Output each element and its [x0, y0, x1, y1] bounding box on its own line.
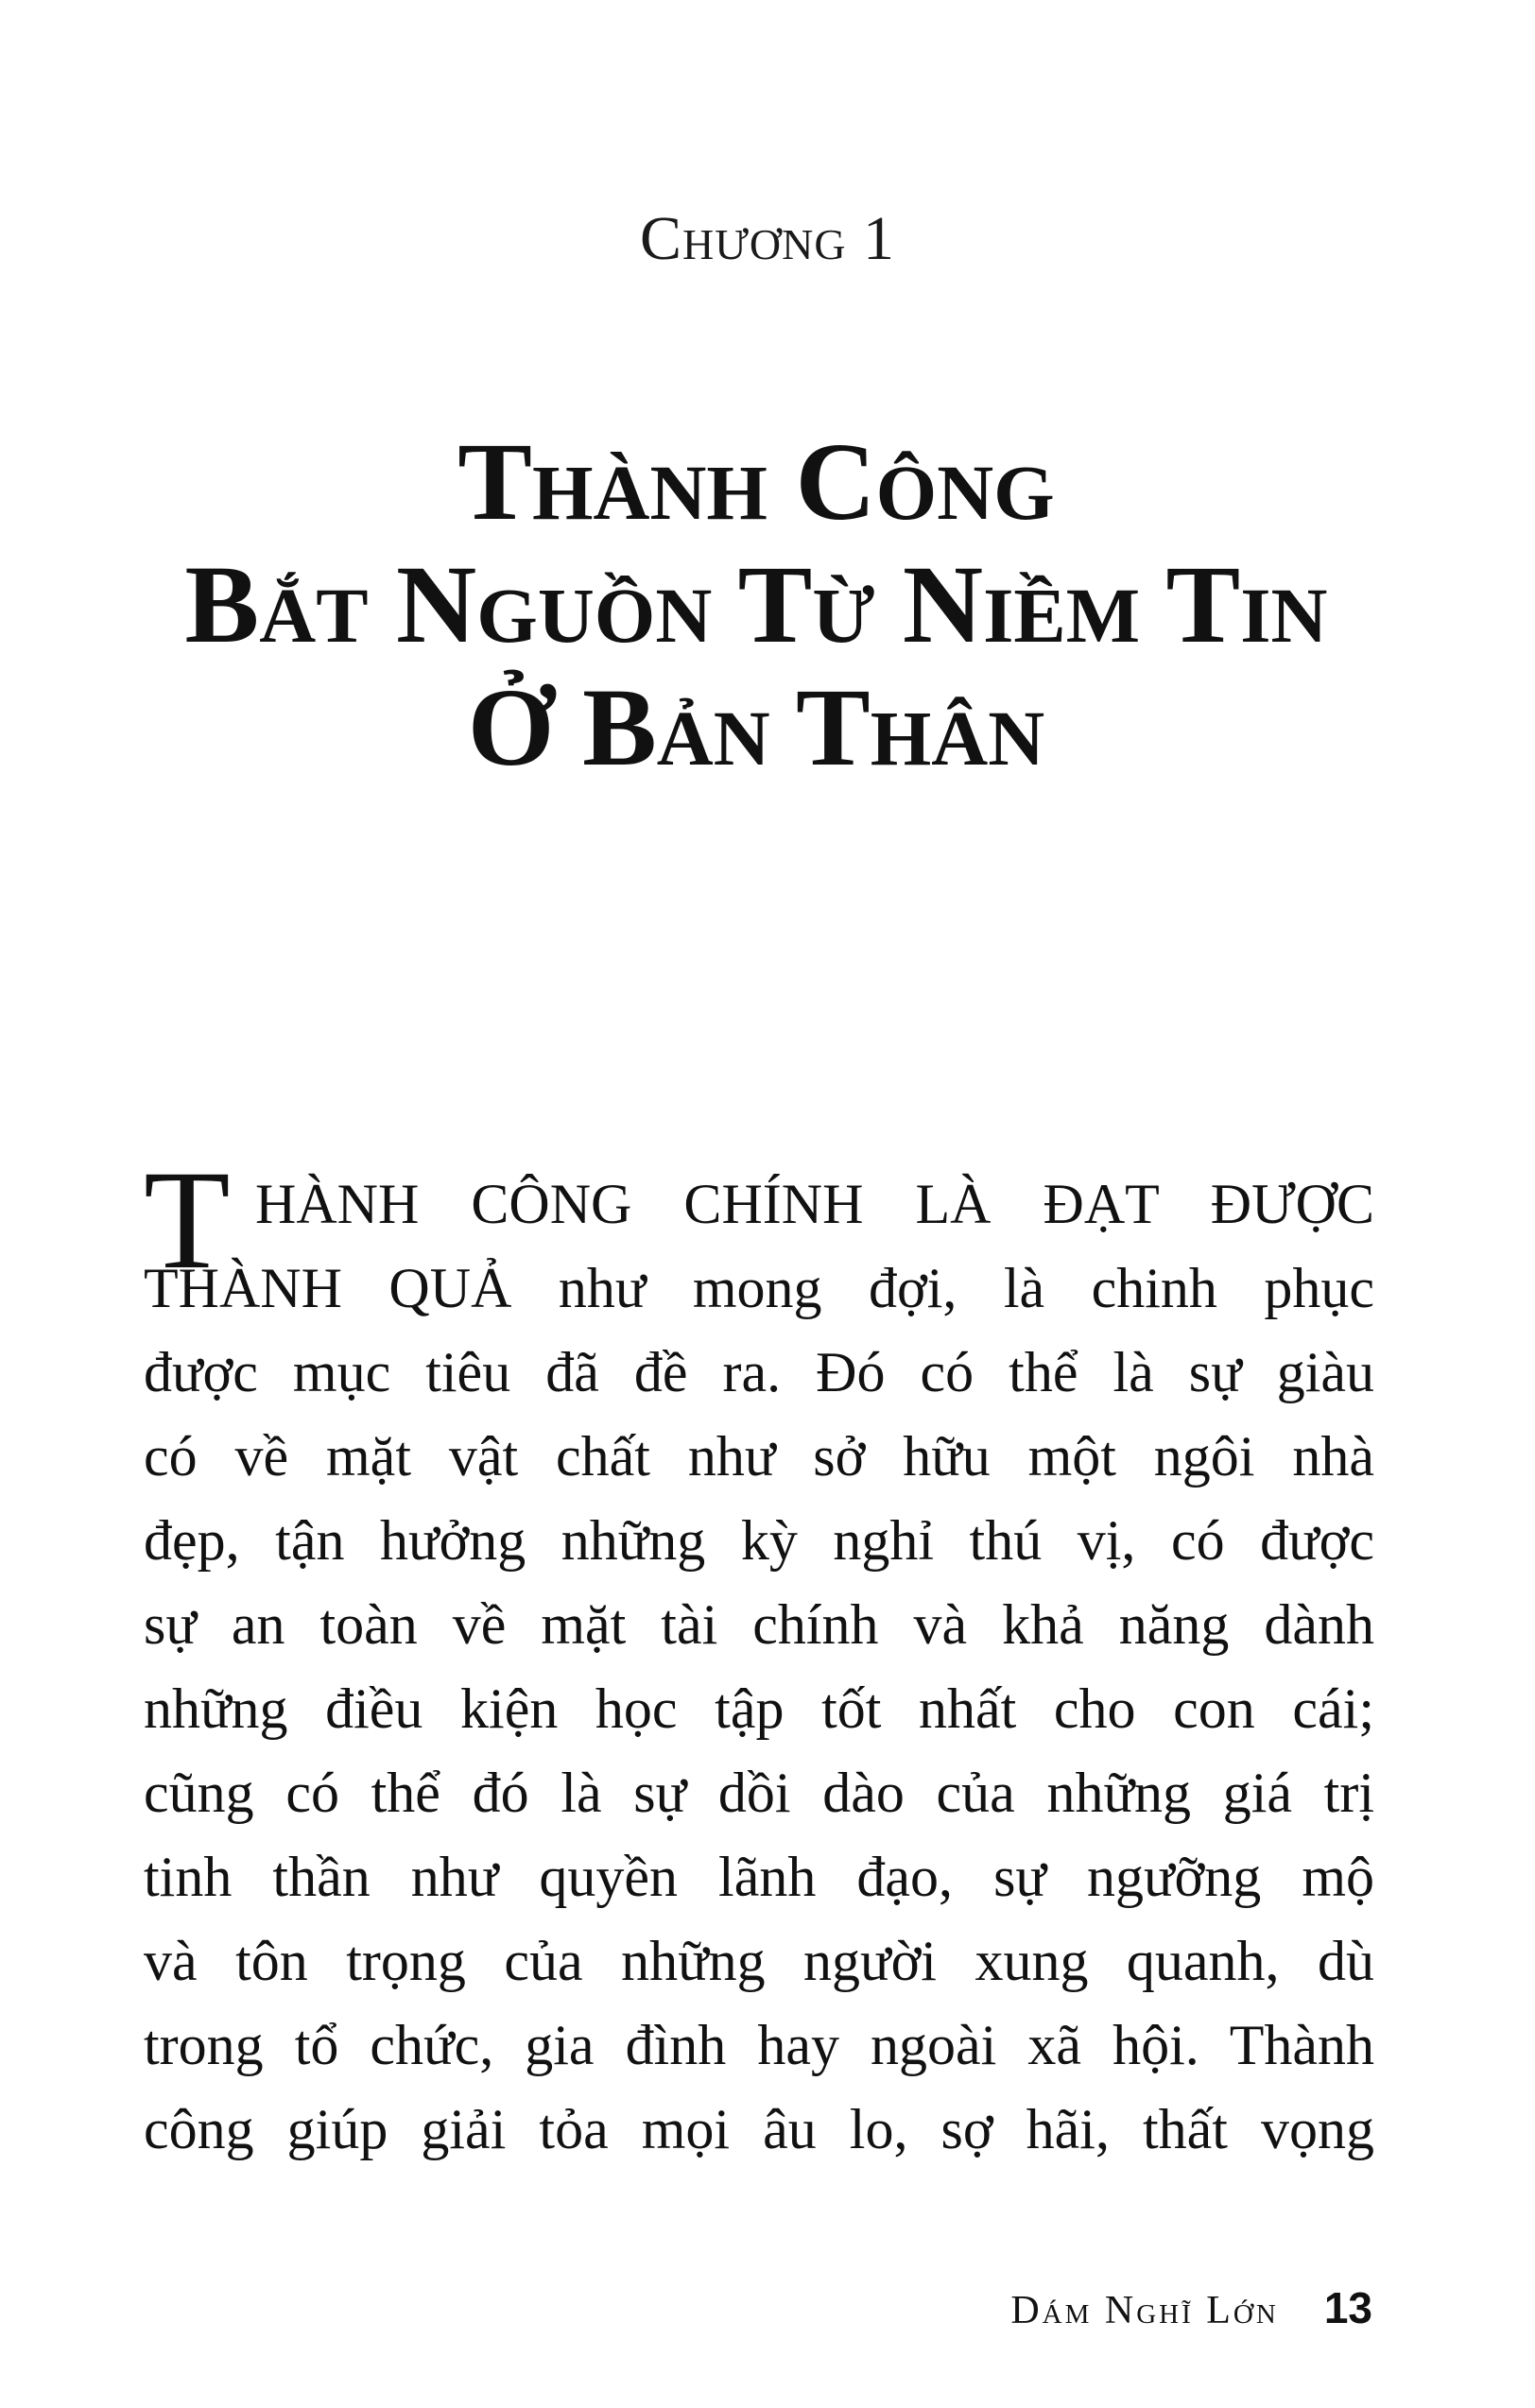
chapter-label: Chương 1: [639, 204, 896, 273]
body-paragraph: [144, 1142, 1374, 2172]
body-line-5: sự an toàn về mặt tài chính và khả năng dành: [144, 1593, 1374, 1656]
body-line-9: và tôn trọng của những người xung quanh, dù: [144, 1930, 1374, 1992]
chapter-title-line-3: Ở Bản Thân: [467, 665, 1045, 789]
body-line-11: công giúp giải tỏa mọi âu lo, sợ hãi, thất vọng: [144, 2098, 1374, 2160]
body-line-10: trong tổ chức, gia đình hay ngoài xã hội. Thành: [144, 2014, 1374, 2076]
body-line-3: có về mặt vật chất như sở hữu một ngôi nhà: [144, 1425, 1374, 1488]
body-line-8: tinh thần như quyền lãnh đạo, sự ngưỡng mộ: [144, 1846, 1374, 1908]
running-head: Dám Nghĩ Lớn: [1010, 2289, 1279, 2332]
body-line-7: cũng có thể đó là sự dồi dào của những giá trị: [144, 1762, 1374, 1824]
page-footer: [1010, 2282, 1372, 2333]
body-line-4: đẹp, tận hưởng những kỳ nghỉ thú vị, có được: [144, 1509, 1374, 1572]
body-line-6: những điều kiện học tập tốt nhất cho con cái;: [144, 1677, 1374, 1740]
body-line-2: được mục tiêu đã đề ra. Đó có thể là sự giàu: [144, 1341, 1374, 1403]
body-line-first: HÀNH CÔNG CHÍNH LÀ ĐẠT ĐƯỢC: [255, 1173, 1374, 1235]
chapter-title-line-2: Bắt Nguồn Từ Niềm Tin: [184, 542, 1328, 666]
drop-cap: T: [144, 1142, 231, 1299]
chapter-title-line-1: Thành Công: [457, 420, 1055, 543]
body-line-1: THÀNH QUẢ như mong đợi, là chinh phục: [144, 1257, 1374, 1319]
chapter-title: [95, 421, 1418, 789]
page-number: 13: [1323, 2283, 1372, 2332]
